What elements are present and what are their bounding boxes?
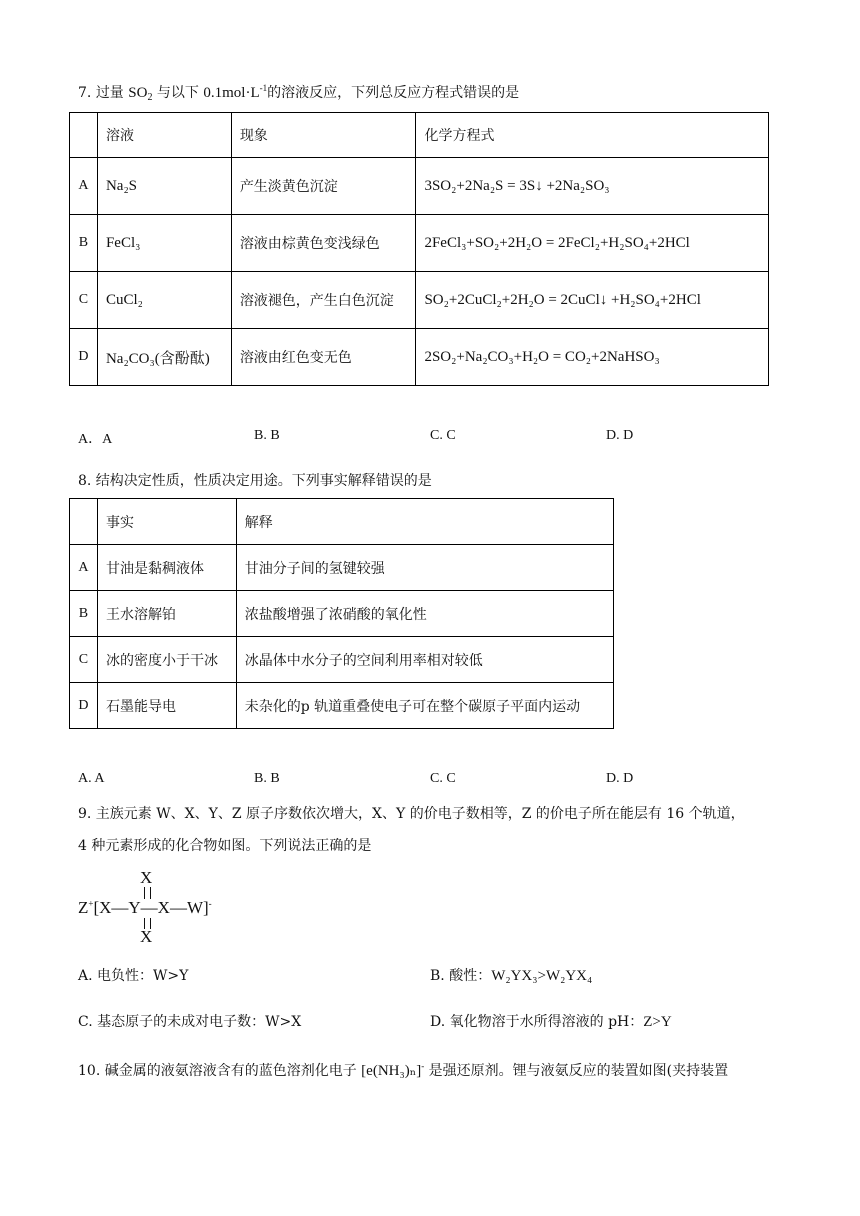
q8-header-explanation: 解释 xyxy=(236,499,613,545)
q7-number: 7. xyxy=(78,85,92,101)
q9-option-b[interactable] xyxy=(430,966,592,986)
q7-mid: 与以下 xyxy=(156,85,199,101)
q8-option-d[interactable]: D. D xyxy=(606,771,634,786)
table-row xyxy=(70,215,769,272)
table-row xyxy=(70,545,614,591)
q10-formula: [e(NH₃)ₙ]- xyxy=(361,1061,425,1079)
q7-conc: $0.1mol\cdot L^{-1}$ xyxy=(203,83,268,101)
phenomenon-cell: 溶液由红色变无色 xyxy=(231,329,416,386)
structure-bottom-atom: X xyxy=(140,927,153,946)
equation-cell: SO₂+2CuCl₂+2H₂O = 2CuCl↓ +H₂SO₄+2HCl xyxy=(416,272,769,329)
solution-cell: FeCl₃ xyxy=(97,215,231,272)
q7-option-b[interactable]: B. B xyxy=(254,428,280,443)
equation-cell: 3SO₂+2Na₂S = 3S↓ +2Na₂SO₃ xyxy=(416,158,769,215)
q7-header-solution: 溶液 xyxy=(97,113,231,158)
table-row xyxy=(70,591,614,637)
q8-header-fact: 事实 xyxy=(97,499,236,545)
q7-option-c[interactable]: C. C xyxy=(430,428,456,443)
fact-cell: 甘油是黏稠液体 xyxy=(97,545,236,591)
row-label: B xyxy=(70,215,98,272)
row-label: A xyxy=(70,158,98,215)
structure-cation: Z xyxy=(78,898,89,917)
structure-anion: [X—Y—X—W] xyxy=(93,898,209,917)
q9-option-c[interactable]: C. 基态原子的未成对电子数：W>X xyxy=(78,1014,302,1030)
q8-header-row xyxy=(70,499,614,545)
phenomenon-cell: 溶液褪色，产生白色沉淀 xyxy=(231,272,416,329)
explanation-cell: 甘油分子间的氢键较强 xyxy=(236,545,613,591)
row-label: D xyxy=(70,329,98,386)
q7-header-phenomenon: 现象 xyxy=(231,113,416,158)
q8-table xyxy=(69,498,614,729)
q7-so2: $SO_2$ xyxy=(128,85,153,103)
q8-header-blank xyxy=(70,499,98,545)
q7-option-a[interactable]: A．A xyxy=(78,432,113,447)
q8-option-b[interactable]: B. B xyxy=(254,771,280,786)
row-label: D xyxy=(70,683,98,729)
fact-cell: 王水溶解铂 xyxy=(97,591,236,637)
q10-post: 是强还原剂。锂与液氨反应的装置如图(夹持装置 xyxy=(428,1063,729,1079)
q9-stem-line1: 9. 主族元素 W、X、Y、Z 原子序数依次增大，X、Y 的价电子数相等，Z 的价电子所在能层有 16 个轨道， xyxy=(78,806,745,822)
q7-post: 的溶液反应，下列总反应方程式错误的是 xyxy=(267,85,520,101)
explanation-cell: 未杂化的p 轨道重叠使电子可在整个碳原子平面内运动 xyxy=(236,683,613,729)
q10-stem xyxy=(78,1056,728,1081)
option-b-label: B. 酸性： xyxy=(430,968,492,984)
q8-option-a[interactable]: A. A xyxy=(78,771,105,786)
fact-cell: 石墨能导电 xyxy=(97,683,236,729)
structure-main-line xyxy=(78,898,212,918)
structure-anion-charge: - xyxy=(208,898,212,909)
table-row xyxy=(70,272,769,329)
option-d-formula: Z>Y xyxy=(643,1014,672,1030)
row-label: C xyxy=(70,272,98,329)
q10-pre: 10. 碱金属的液氨溶液含有的蓝色溶剂化电子 xyxy=(78,1063,357,1079)
table-row xyxy=(70,683,614,729)
q7-pre: 过量 xyxy=(95,85,124,101)
phenomenon-cell: 产生淡黄色沉淀 xyxy=(231,158,416,215)
fact-cell: 冰的密度小于干冰 xyxy=(97,637,236,683)
row-label: C xyxy=(70,637,98,683)
q9-option-a[interactable]: A. 电负性：W>Y xyxy=(78,968,189,984)
solution-cell: Na₂S xyxy=(97,158,231,215)
solution-cell: Na₂CO₃(含酚酞) xyxy=(97,329,231,386)
equation-cell: 2SO₂+Na₂CO₃+H₂O = CO₂+2NaHSO₃ xyxy=(416,329,769,386)
row-label: B xyxy=(70,591,98,637)
equation-cell: 2FeCl₃+SO₂+2H₂O = 2FeCl₂+H₂SO₄+2HCl xyxy=(416,215,769,272)
q8-stem: 8. 结构决定性质，性质决定用途。下列事实解释错误的是 xyxy=(78,473,432,489)
row-label: A xyxy=(70,545,98,591)
q7-table xyxy=(69,112,769,386)
q7-stem xyxy=(78,78,519,108)
table-row xyxy=(70,637,614,683)
explanation-cell: 冰晶体中水分子的空间利用率相对较低 xyxy=(236,637,613,683)
q7-header-blank xyxy=(70,113,98,158)
phenomenon-cell: 溶液由棕黄色变浅绿色 xyxy=(231,215,416,272)
option-b-formula: W₂YX₃>W₂YX₄ xyxy=(491,968,593,984)
q8-option-c[interactable]: C. C xyxy=(430,771,456,786)
explanation-cell: 浓盐酸增强了浓硝酸的氧化性 xyxy=(236,591,613,637)
structure-diagram xyxy=(78,868,278,948)
structure-cation-charge: + xyxy=(88,898,94,909)
table-row xyxy=(70,158,769,215)
option-d-label: D. 氧化物溶于水所得溶液的 pH： xyxy=(430,1014,644,1030)
q7-option-d[interactable]: D. D xyxy=(606,428,634,443)
q7-header-row xyxy=(70,113,769,158)
q7-header-equation: 化学方程式 xyxy=(416,113,769,158)
q9-stem-line2: 4 种元素形成的化合物如图。下列说法正确的是 xyxy=(78,838,372,854)
structure-top-atom: X xyxy=(140,868,153,887)
table-row xyxy=(70,329,769,386)
solution-cell: CuCl₂ xyxy=(97,272,231,329)
q9-option-d[interactable] xyxy=(430,1012,672,1032)
